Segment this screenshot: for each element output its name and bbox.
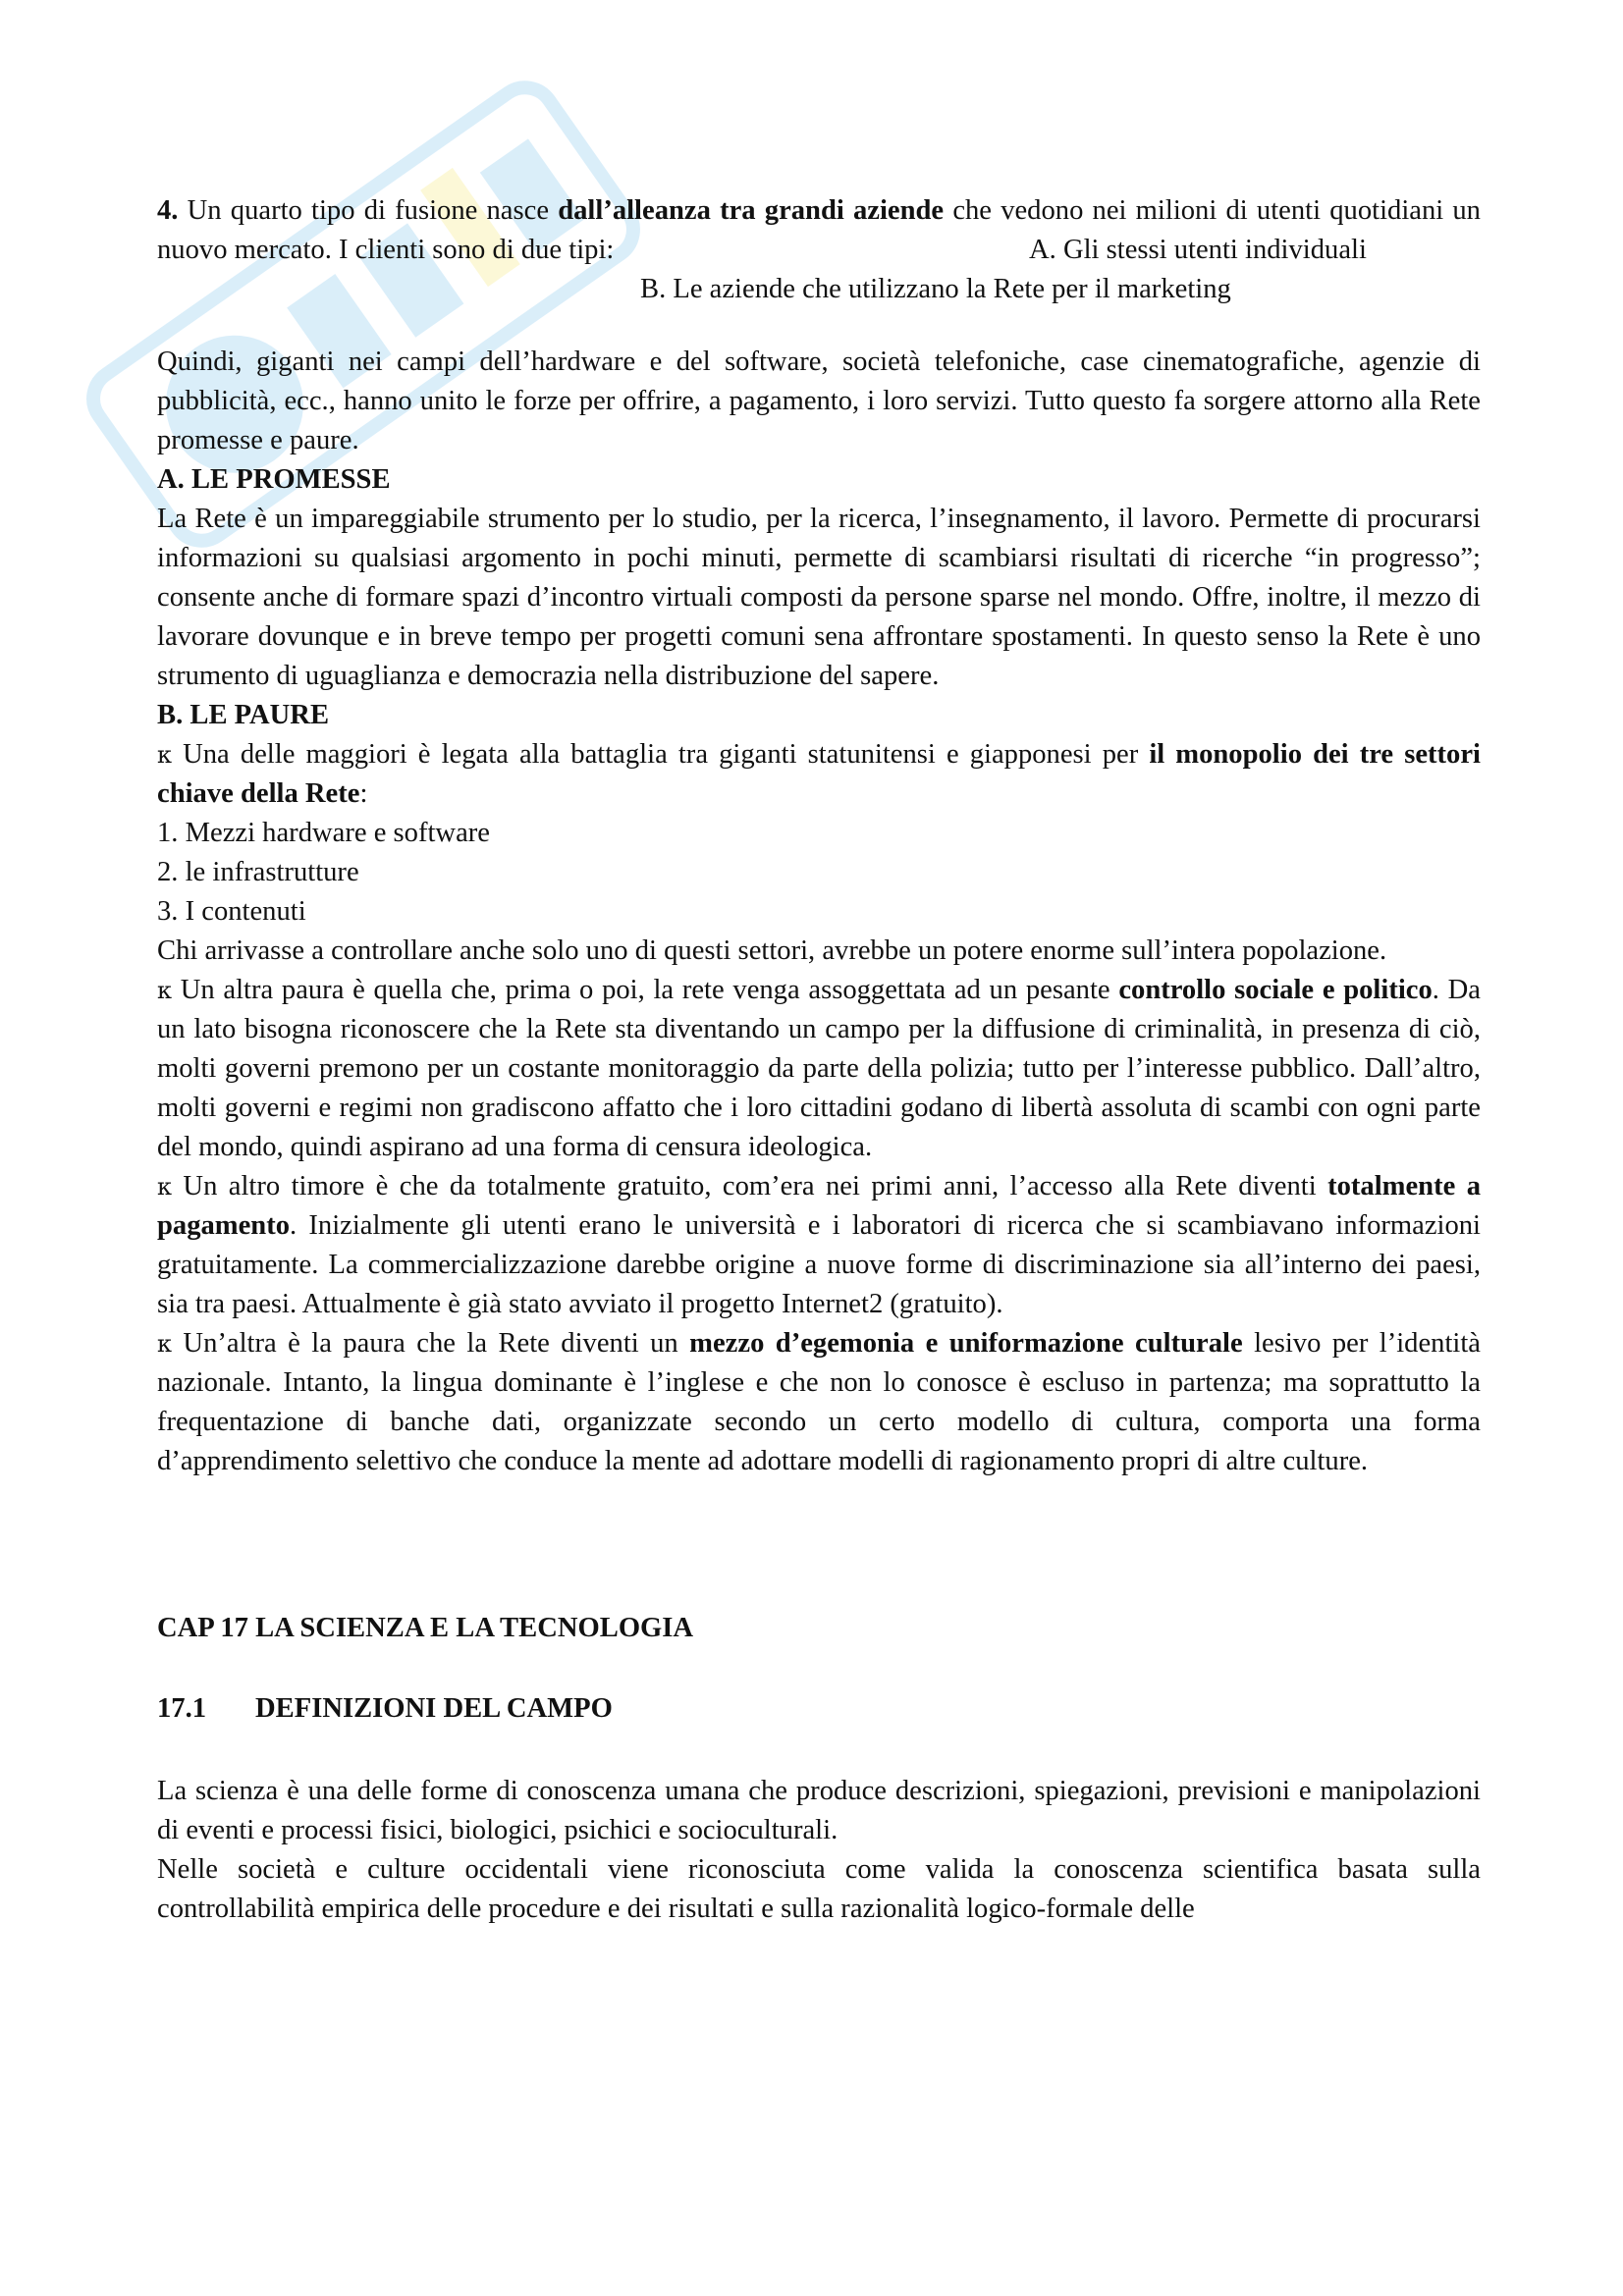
- bold-pagamento: totalmente a pagamento: [157, 1171, 1482, 1241]
- paragraph-paura-3: κ Un altro timore è che da totalmente gratuito, com’era nei primi anni, l’accesso alla Rete diventi totalmente a pagamento. Inizialmente gli utenti erano le università e i laboratori di ricerca che si scambiavano informazioni gratuitamente. La commercializzazione darebbe origine a nuove forme di discriminazione sia all’interno dei paesi, sia tra paesi. Attualmente è già stato avviato il progetto Internet2 (gratuito).: [157, 1171, 1482, 1319]
- list-number: 4.: [157, 195, 179, 226]
- bold-alleanza: dall’alleanza tra grandi aziende: [558, 195, 945, 226]
- tipo-b-line: B. Le aziende che utilizzano la Rete per il marketing: [640, 274, 1231, 304]
- section-title: 17.1 DEFINIZIONI DEL CAMPO: [157, 1689, 1481, 1729]
- heading-promesse: A. LE PROMESSE: [157, 464, 391, 495]
- list-item: 1. Mezzi hardware e software: [157, 818, 490, 848]
- section-number: 17.1: [157, 1693, 207, 1724]
- document-page: [157, 191, 1481, 1929]
- bullet-kappa-icon: κ: [157, 977, 172, 1004]
- list-item: 3. I contenuti: [157, 896, 306, 927]
- paragraph-quindi: Quindi, giganti nei campi dell’hardware e del software, società telefoniche, case cinematografiche, agenzie di pubblicità, ecc., hanno unito le forze per offrire, a pagamento, i loro servizi. Tutto questo fa sorgere attorno alla Rete promesse e paure.: [157, 347, 1481, 455]
- tipo-a-line: A. Gli stessi utenti individuali: [1029, 235, 1367, 265]
- bold-controllo: controllo sociale e politico: [1118, 975, 1433, 1005]
- paragraph-paura-2: κ Un altra paura è quella che, prima o poi, la rete venga assoggettata ad un pesante controllo sociale e politico. Da un lato bisogna riconoscere che la Rete sta diventando un campo per la diffusione di criminalità, in presenza di ciò, molti governi premono per un costante monitoraggio da parte della polizia; tutto per l’interesse pubblico. Dall’altro, molti governi e regimi non gradiscono affatto che i loro cittadini godano di libertà assoluta di scambi con ogni parte del mondo, quindi aspirano ad una forma di censura ideologica.: [157, 975, 1481, 1162]
- bullet-kappa-icon: κ: [157, 741, 172, 769]
- paragraph-promesse: La Rete è un impareggiabile strumento per lo studio, per la ricerca, l’insegnamento, il lavoro. Permette di procurarsi informazioni su qualsiasi argomento in pochi minuti, permette di scambiarsi risultati di ricerche “in progresso”; consente anche di formare spazi d’incontro virtuali composti da persone sparse nel mondo. Offre, inoltre, il mezzo di lavorare dovunque e in breve tempo per progetti comuni sena affrontare spostamenti. In questo senso la Rete è uno strumento di uguaglianza e democrazia nella distribuzione del sapere.: [157, 504, 1481, 691]
- paragraph-paura-4: κ Un’altra è la paura che la Rete diventi un mezzo d’egemonia e uniformazione culturale lesivo per l’identità nazionale. Intanto, la lingua dominante è l’inglese e che non lo conosce è escluso in partenza; ma soprattutto la frequentazione di banche dati, organizzate secondo un certo modello di cultura, comporta una forma d’apprendimento selettivo che conduce la mente ad adottare modelli di ragionamento propri di altre culture.: [157, 1328, 1481, 1476]
- heading-paure: B. LE PAURE: [157, 700, 330, 730]
- list-item: 2. le infrastrutture: [157, 857, 359, 887]
- bullet-kappa-icon: κ: [157, 1330, 172, 1358]
- paragraph-paura-1-after: Chi arrivasse a controllare anche solo uno di questi settori, avrebbe un potere enorme sull’intera popolazione.: [157, 935, 1387, 966]
- paragraph-paura-1: κ Una delle maggiori è legata alla battaglia tra giganti statunitensi e giapponesi per il monopolio dei tre settori chiave della Rete:: [157, 739, 1481, 809]
- bold-monopolio: il monopolio dei tre settori chiave della Rete: [157, 739, 1481, 809]
- bullet-kappa-icon: κ: [157, 1173, 172, 1201]
- paragraph-quarto-tipo: 4. Un quarto tipo di fusione nasce dall’alleanza tra grandi aziende che vedono nei milioni di utenti quotidiani un nuovo mercato. I clienti sono di due tipi:: [157, 195, 1481, 265]
- bold-egemonia: mezzo d’egemonia e uniformazione culturale: [689, 1328, 1243, 1359]
- chapter-title: CAP 17 LA SCIENZA E LA TECNOLOGIA: [157, 1613, 694, 1643]
- paragraph-scienza-1: La scienza è una delle forme di conoscenza umana che produce descrizioni, spiegazioni, previsioni e manipolazioni di eventi e processi fisici, biologici, psichici e socioculturali.: [157, 1776, 1481, 1845]
- paragraph-scienza-2: Nelle società e culture occidentali viene riconosciuta come valida la conoscenza scientifica basata sulla controllabilità empirica delle procedure e dei risultati e sulla razionalità logico-formale delle: [157, 1854, 1481, 1924]
